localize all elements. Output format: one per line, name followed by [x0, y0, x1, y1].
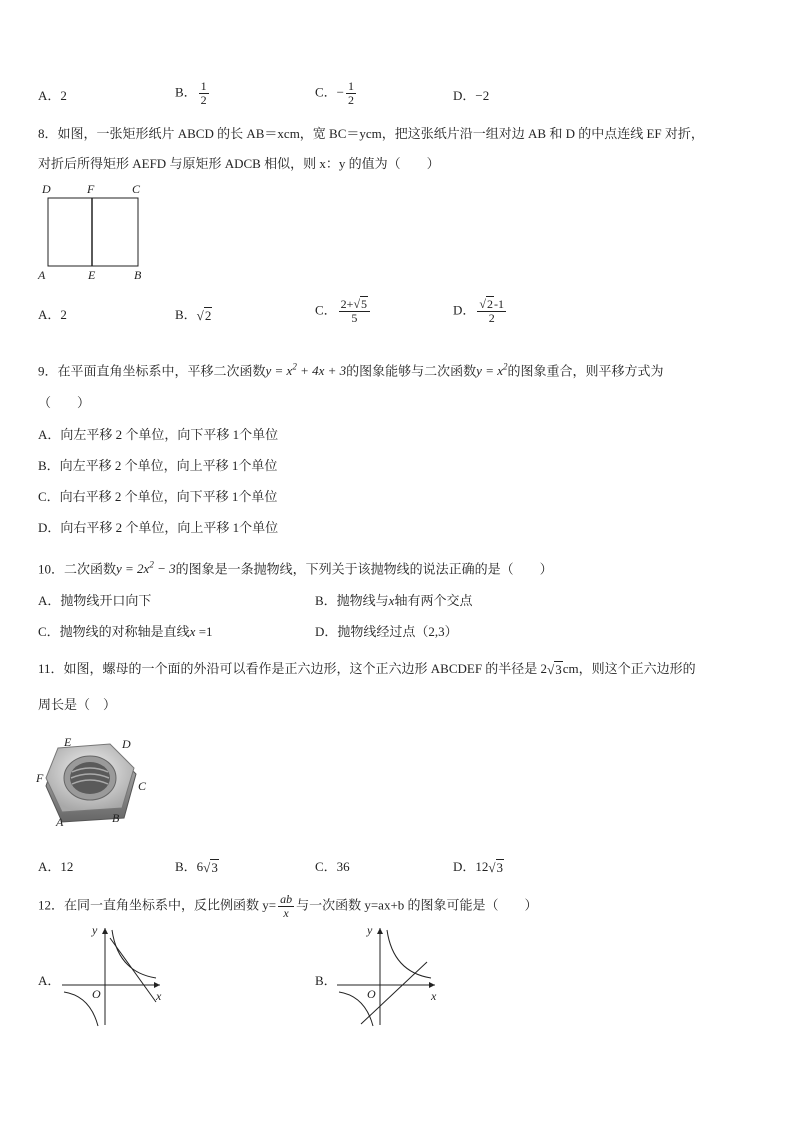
q12a-line	[110, 938, 156, 1002]
q8-c-num-radicand: 5	[361, 297, 368, 311]
q11-label-e: E	[64, 735, 72, 749]
q10-formula-c: − 3	[153, 561, 176, 577]
q12b-hyperbola-q1	[387, 930, 431, 978]
q9-part3: 的图象重合，则平移方式为	[507, 363, 664, 379]
q8-b-prefix: B．	[175, 307, 197, 322]
q10-b-pre: B．抛物线与	[315, 593, 389, 608]
q10-option-d: D．抛物线经过点（2,3）	[315, 624, 458, 639]
q7-b-fraction	[199, 80, 209, 107]
q12-graph-a	[60, 920, 170, 1030]
q7-option-b	[175, 80, 211, 107]
q9-formula1-a: y = x	[265, 363, 293, 379]
q12a-origin: O	[92, 987, 101, 1001]
q8-label-c: C	[132, 182, 141, 196]
q8-b-sqrt: √2	[196, 308, 212, 324]
q8-option-a: A．2	[38, 307, 67, 322]
q11-nut-hole	[70, 762, 110, 794]
q12b-x-arrow	[429, 982, 435, 988]
q11-text-line2: 周长是（ ）	[38, 697, 117, 712]
q12b-origin: O	[367, 987, 376, 1001]
q8-label-e: E	[88, 268, 96, 282]
q12b-x-label: x	[431, 989, 437, 1003]
q9-formula2-a: y = x	[476, 363, 503, 379]
q11-option-c: C．36	[315, 859, 350, 874]
q8-label-f: F	[87, 182, 95, 196]
q11-text-line1	[38, 660, 696, 679]
q8-label-a: A	[38, 268, 46, 282]
q10-b-post: 轴有两个交点	[394, 593, 473, 608]
q11-b-radicand: 3	[211, 860, 218, 876]
q11-label-b: B	[112, 811, 120, 825]
q8-text-line2: 对折后所得矩形 AEFD 与原矩形 ADCB 相似，则 x：y 的值为（ ）	[38, 156, 440, 171]
q10-formula-exp: 2	[149, 560, 154, 570]
q11-label-f: F	[36, 771, 44, 785]
q12-f-den: x	[283, 906, 289, 920]
q10-option-a: A．抛物线开口向下	[38, 593, 152, 608]
q9-formula2-exp: 2	[502, 362, 508, 372]
q11-label-c: C	[138, 779, 147, 793]
q11-part2: cm，则这个正六边形的	[562, 661, 696, 676]
q9-part2: 的图象能够与二次函数	[346, 363, 477, 379]
q8-d-prefix: D．	[453, 302, 476, 318]
q12-part2: 与一次函数 y=ax+b 的图象可能是（ ）	[296, 897, 538, 913]
q8-rectangle-figure	[36, 180, 148, 284]
q7-b-num: 1	[200, 79, 207, 93]
q9-part1: 9．在平面直角坐标系中，平移二次函数	[38, 363, 266, 379]
q10-b-x: x	[388, 593, 395, 608]
q12-text-line1	[38, 893, 538, 920]
q8-d-num: √2-1	[479, 297, 504, 311]
q11-option-a: A．12	[38, 859, 74, 874]
q10-option-b	[315, 592, 472, 610]
q11-radicand: 3	[555, 662, 562, 678]
q7-c-den: 2	[348, 93, 355, 107]
q8-label-b: B	[134, 268, 142, 282]
q11-sqrt: √3	[547, 662, 562, 678]
q10-option-c	[38, 623, 213, 641]
q9-formula1-exp: 2	[292, 362, 297, 372]
q8-c-den: 5	[351, 311, 358, 325]
q12a-x-label: x	[156, 989, 162, 1003]
q11-b-pre: B．6	[175, 859, 204, 874]
q10-c-post: =1	[195, 624, 213, 639]
q10-c-pre: C．抛物线的对称轴是直线	[38, 624, 190, 639]
q8-b-radicand: 2	[204, 308, 212, 324]
q8-text-line1: 8．如图，一张矩形纸片 ABCD 的长 AB＝xcm，宽 BC＝ycm，把这张纸片沿一组对边 AB 和 D 的中点连线 EF 对折，	[38, 126, 704, 141]
q12b-y-arrow	[377, 928, 383, 934]
q12a-y-arrow	[102, 928, 108, 934]
q12a-x-arrow	[154, 982, 160, 988]
q7-option-a: A．2	[38, 88, 67, 103]
q12-f-num: ab	[280, 892, 293, 906]
q10-formula	[116, 561, 176, 576]
q10-part2: 的图象是一条抛物线，下列关于该抛物线的说法正确的是（ ）	[175, 561, 553, 577]
q10-text-line1	[38, 556, 553, 578]
q8-option-b	[175, 306, 212, 325]
q11-d-pre: D．12	[453, 859, 489, 874]
q11-option-d	[453, 858, 504, 877]
q9-option-a: A．向左平移 2 个单位，向下平移 1个单位	[38, 427, 279, 442]
q10-c-x: x	[189, 624, 196, 639]
q11-label-a: A	[56, 815, 64, 829]
q9-option-b: B．向左平移 2 个单位，向上平移 1个单位	[38, 458, 278, 473]
q8-d-den: 2	[488, 311, 495, 325]
q9-option-d: D．向右平移 2 个单位，向上平移 1个单位	[38, 520, 279, 535]
q11-option-b	[175, 858, 219, 877]
q11-part1: 11．如图，螺母的一个面的外沿可以看作是正六边形，这个正六边形 ABCDEF 的半径是 2	[38, 661, 548, 676]
q7-option-c	[315, 80, 358, 107]
q12-graph-b	[335, 920, 445, 1030]
q8-label-d: D	[42, 182, 51, 196]
q9-formula2	[476, 363, 507, 378]
q8-c-prefix: C．	[315, 302, 337, 318]
q11-d-radicand: 3	[496, 860, 504, 876]
q10-part1: 10．二次函数	[38, 561, 117, 577]
q12b-y-label: y	[367, 923, 373, 937]
q9-option-c: C．向右平移 2 个单位，向下平移 1个单位	[38, 489, 278, 504]
q8-option-c	[315, 298, 372, 325]
q9-formula1	[266, 363, 347, 378]
q11-b-sqrt: √3	[203, 860, 218, 876]
q8-rect-outline	[48, 198, 138, 266]
q7-c-num: 1	[348, 79, 355, 93]
q12-part1: 12．在同一直角坐标系中，反比例函数 y=	[38, 897, 277, 913]
q7-c-fraction	[346, 80, 356, 107]
q8-d-num-post: -1	[493, 297, 504, 311]
q8-c-num-pre: 2+	[340, 297, 354, 311]
q7-b-prefix: B．	[175, 84, 197, 100]
q7-b-den: 2	[200, 93, 207, 107]
q9-text-line2: （ ）	[38, 395, 91, 410]
q12a-y-label: y	[92, 923, 98, 937]
q10-formula-a: y = 2x	[116, 561, 150, 577]
q11-label-d: D	[122, 737, 131, 751]
q8-c-fraction	[339, 298, 370, 325]
q11-hex-nut-figure	[34, 734, 156, 834]
q8-d-num-radicand: 2	[486, 297, 493, 311]
q9-formula1-c: + 4x + 3	[296, 363, 347, 379]
q12-option-b-label: B．	[315, 973, 337, 988]
q8-d-fraction	[477, 298, 506, 325]
q11-d-sqrt: √3	[488, 860, 504, 876]
q8-option-d	[453, 298, 508, 325]
q7-c-prefix: C．−	[315, 84, 345, 100]
q12-option-a-label: A．	[38, 973, 61, 988]
q9-text-line1	[38, 358, 664, 380]
q8-c-num: 2+√5	[339, 298, 370, 312]
q7-option-d: D．−2	[453, 88, 490, 103]
q12-fraction	[278, 893, 294, 920]
